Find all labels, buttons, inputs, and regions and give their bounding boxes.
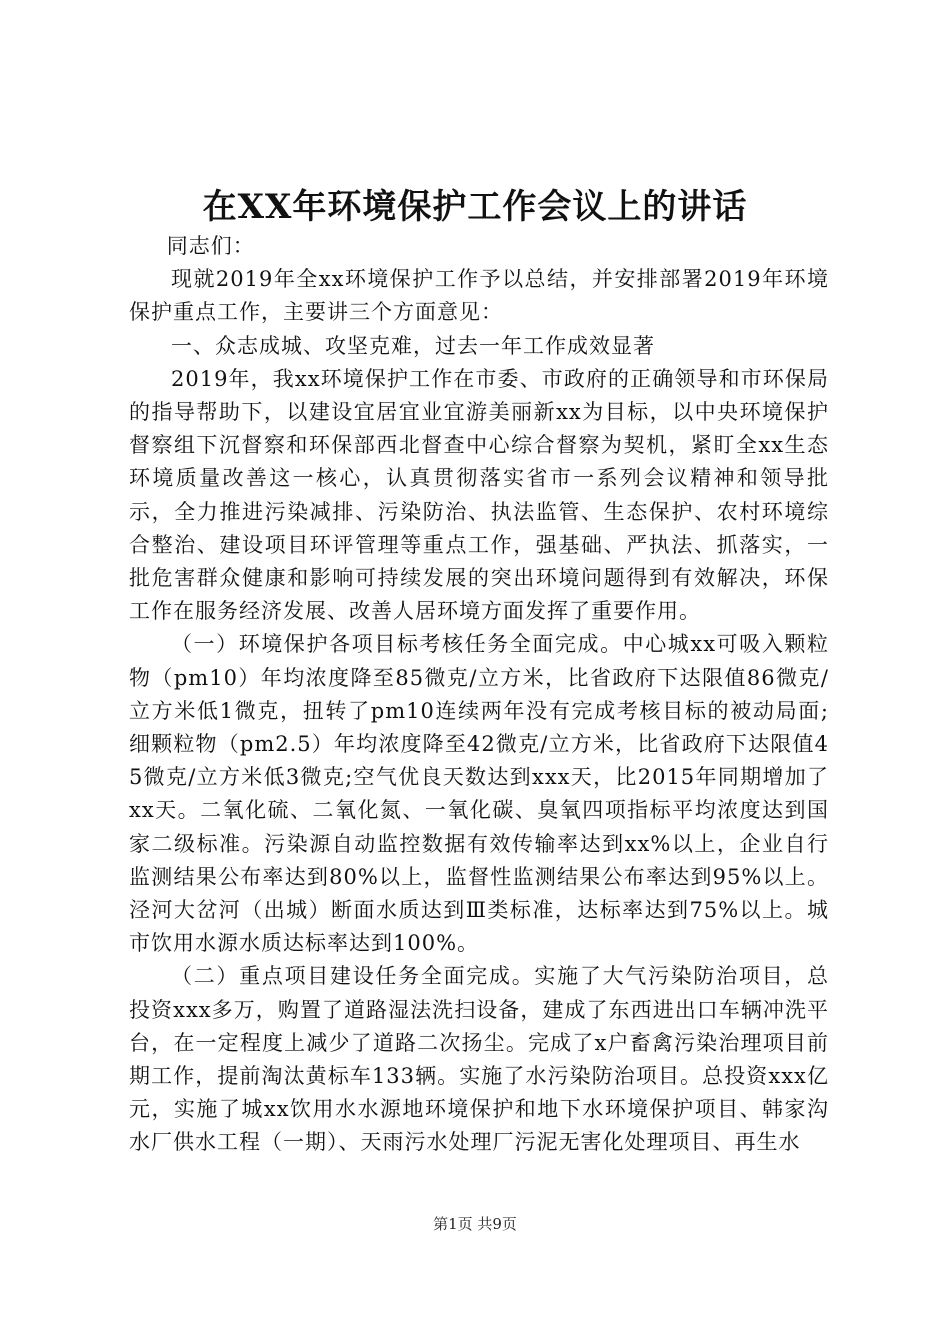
document-title: 在XX年环境保护工作会议上的讲话 (202, 187, 748, 227)
body-paragraph: （二）重点项目建设任务全面完成。实施了大气污染防治项目，总投资xxx多万，购置了道路湿法洗扫设备，建成了东西进出口车辆冲洗平台，在一定程度上减少了道路二次扬尘。完成了x户畜禽污染治理项目前期工作，提前淘汰黄标车133辆。实施了水污染防治项目。总投资xxx亿元，实施了城xx饮用水水源地环境保护和地下水环境保护项目、韩家沟水厂供水工程（一期）、天雨污水处理厂污泥无害化处理项目、再生水 (129, 964, 829, 1155)
body-paragraph: 2019年，我xx环境保护工作在市委、市政府的正确领导和市环保局的指导帮助下，以建设宜居宜业宜游美丽新xx为目标，以中央环境保护督察组下沉督察和环保部西北督查中心综合督察为契机，紧盯全xx生态环境质量改善这一核心，认真贯彻落实省市一系列会议精神和领导批示，全力推进污染减排、污染防治、执法监管、生态保护、农村环境综合整治、建设项目环评管理等重点工作，强基础、严执法、抓落实，一批危害群众健康和影响可持续发展的突出环境问题得到有效解决，环保工作在服务经济发展、改善人居环境方面发挥了重要作用。 (129, 366, 829, 624)
document-body (129, 230, 829, 1160)
section-heading: 一、众志成城、攻坚克难，过去一年工作成效显著 (171, 333, 655, 358)
salutation: 同志们： (166, 234, 255, 258)
intro-paragraph: 现就2019年全xx环境保护工作予以总结，并安排部署2019年环境保护重点工作，主要讲三个方面意见： (129, 267, 829, 325)
page-footer: 第1页 共9页 (433, 1215, 517, 1233)
body-paragraph: （一）环境保护各项目标考核任务全面完成。中心城xx可吸入颗粒物（pm10）年均浓度降至85微克/立方米，比省政府下达限值86微克/立方米低1微克，扭转了pm10连续两年没有完成考核目标的被动局面;细颗粒物（pm2.5）年均浓度降至42微克/立方米，比省政府下达限值45微克/立方米低3微克;空气优良天数达到xxx天，比2015年同期增加了xx天。二氧化硫、二氧化氮、一氧化碳、臭氧四项指标平均浓度达到国家二级标准。污染源自动监控数据有效传输率达到xx%以上，企业自行监测结果公布率达到80%以上，监督性监测结果公布率达到95%以上。泾河大岔河（出城）断面水质达到Ⅲ类标准，达标率达到75%以上。城市饮用水源水质达标率达到100%。 (129, 632, 829, 956)
